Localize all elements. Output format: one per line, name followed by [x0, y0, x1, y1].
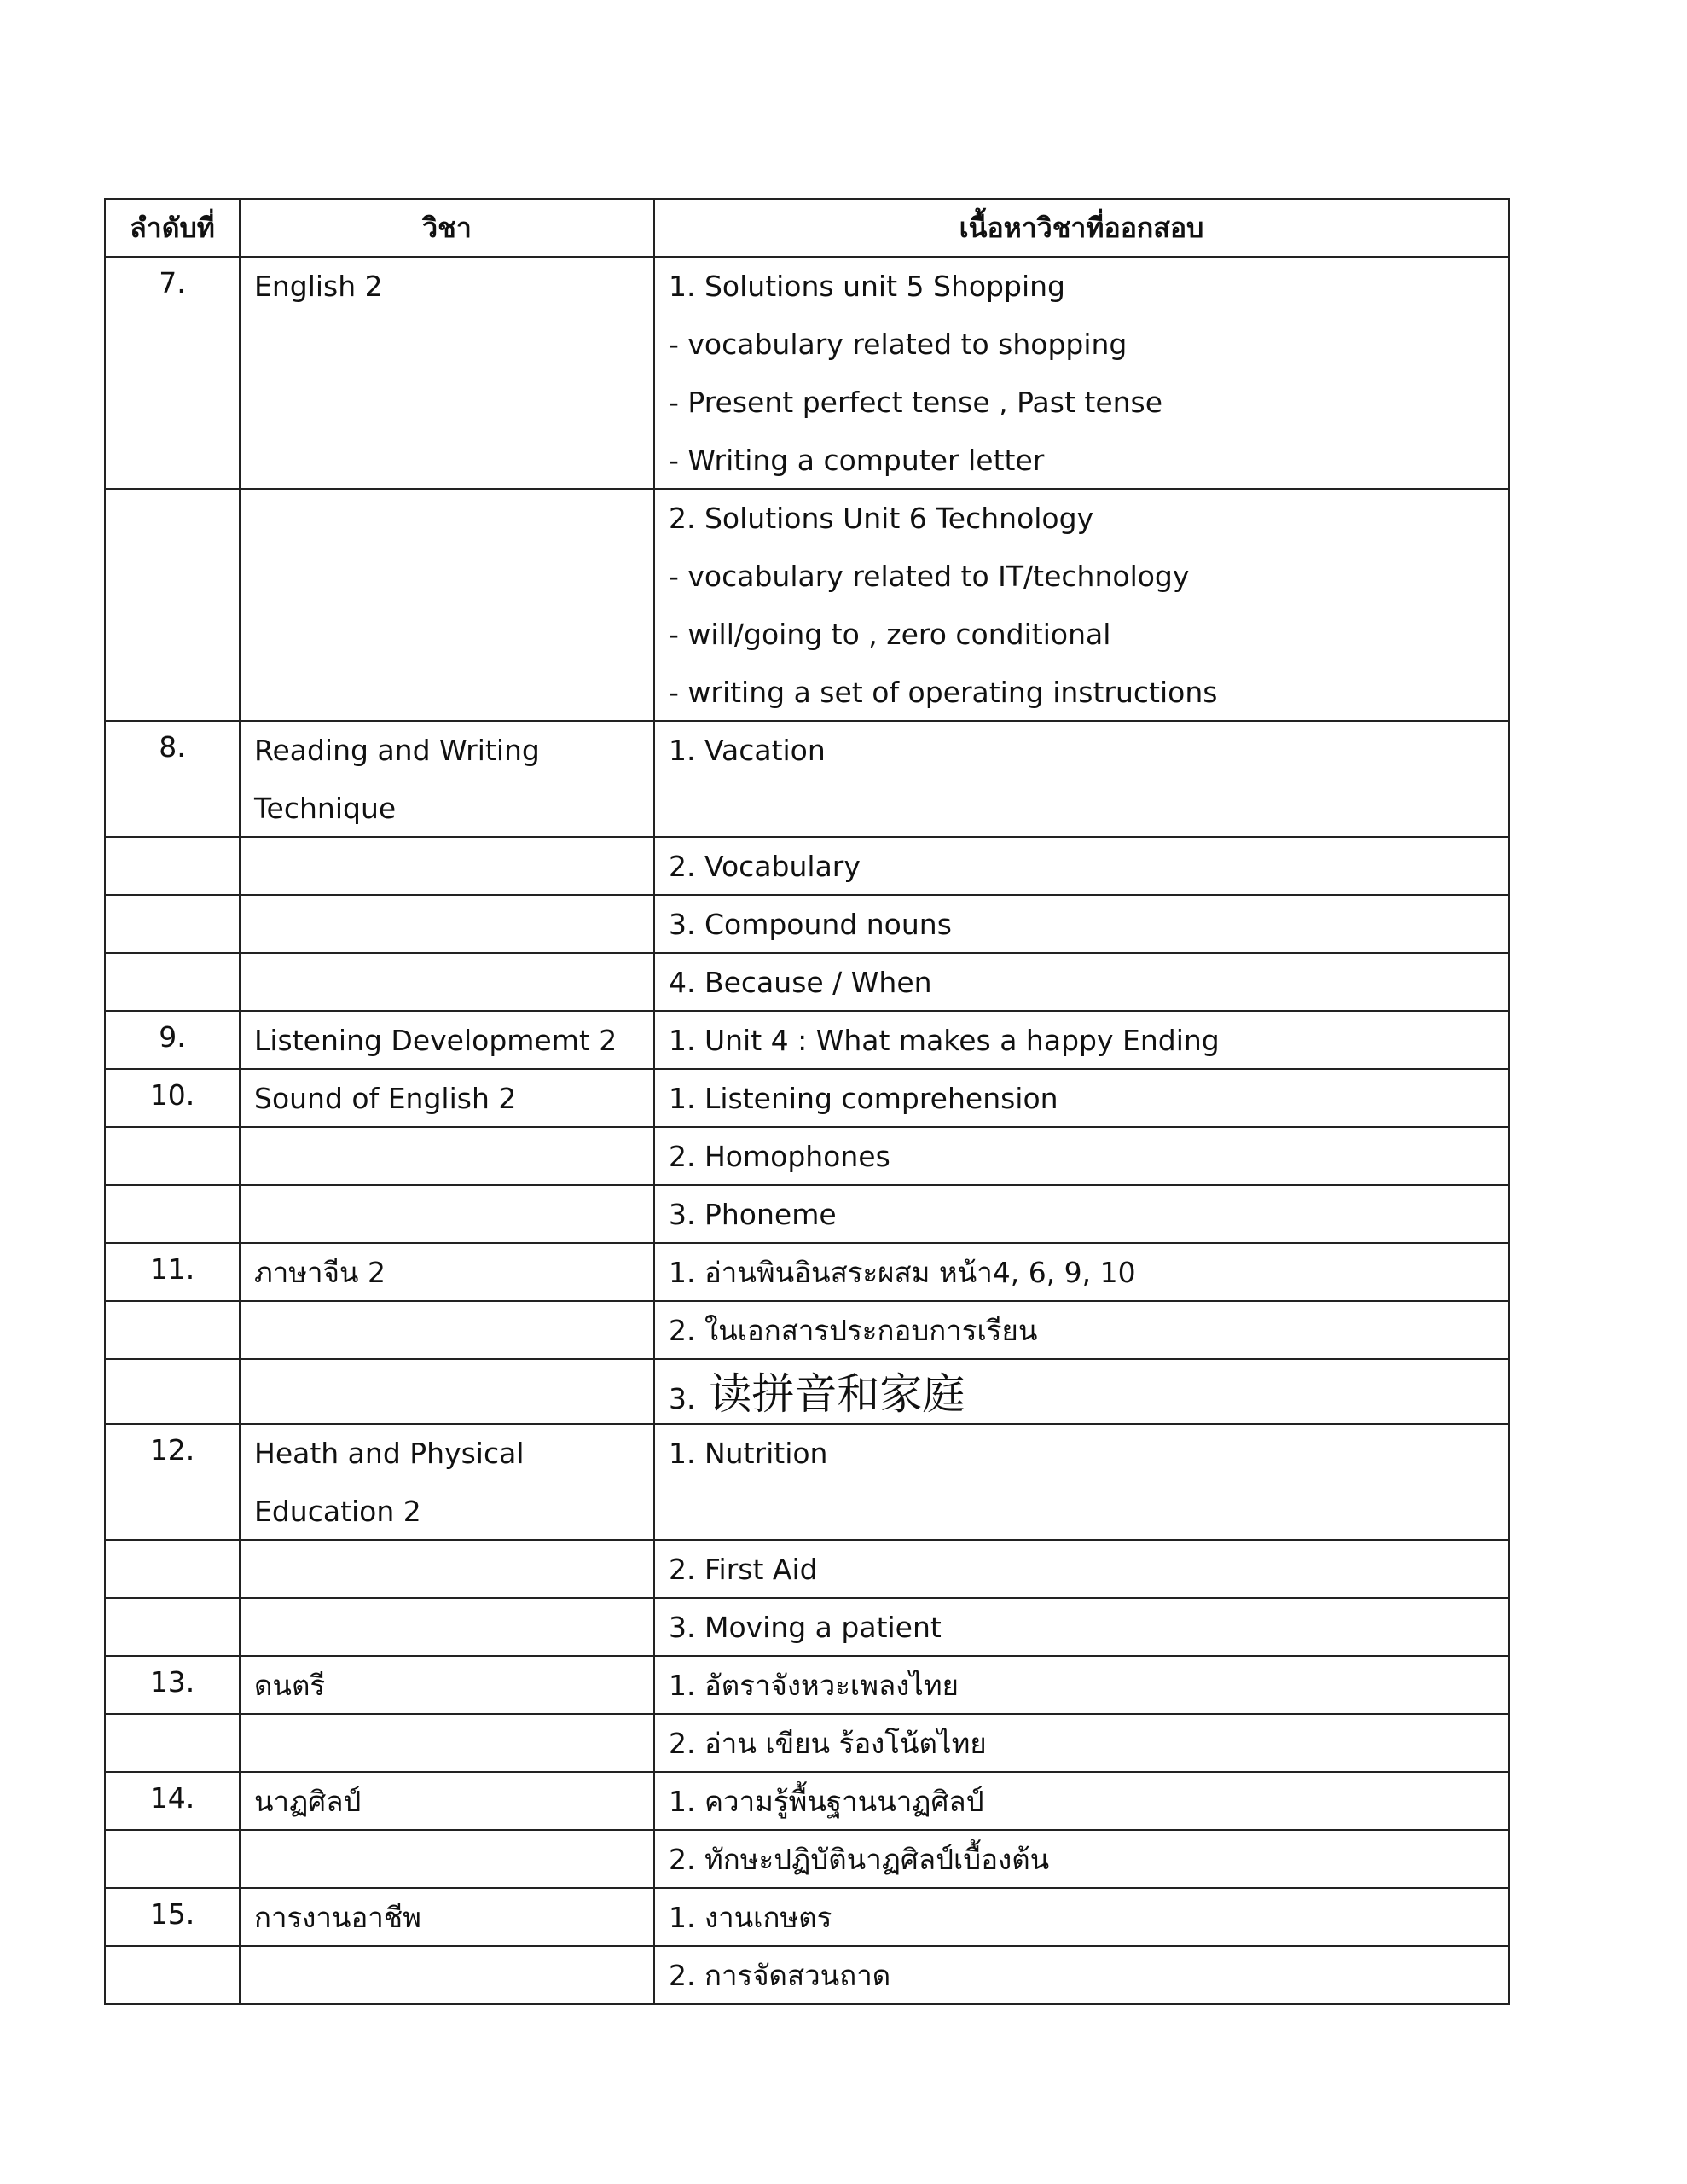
- topic-line: 1. Unit 4 : What makes a happy Ending: [669, 1024, 1220, 1057]
- subject-cell: [240, 1011, 654, 1069]
- topic-line: 1. Solutions unit 5 Shopping: [669, 270, 1065, 303]
- topic-line: 3. Compound nouns: [669, 908, 952, 941]
- subject-cell: [240, 721, 654, 837]
- table-row: [105, 895, 1509, 953]
- subject-line: Education 2: [254, 1495, 421, 1528]
- topic-line: 2. Vocabulary: [669, 850, 861, 883]
- subject-line: Sound of English 2: [254, 1082, 517, 1115]
- subject-line: การงานอาชีพ: [254, 1901, 421, 1934]
- subject-line: English 2: [254, 270, 383, 303]
- row-number: [105, 895, 240, 953]
- row-number: 12.: [105, 1424, 240, 1540]
- table-row: [105, 1888, 1509, 1946]
- topic-cell: [654, 1540, 1509, 1598]
- row-number: [105, 1540, 240, 1598]
- table-row: [105, 1598, 1509, 1656]
- topic-line: 2. การจัดสวนถาด: [669, 1959, 891, 1992]
- subject-cell: [240, 1772, 654, 1830]
- topic-cell: [654, 1243, 1509, 1301]
- table-row: [105, 1946, 1509, 2004]
- subject-cell: [240, 1243, 654, 1301]
- row-number: [105, 1301, 240, 1359]
- topic-line: [669, 1491, 1508, 1539]
- topic-number: 3.: [669, 1382, 696, 1415]
- table-row: [105, 1301, 1509, 1359]
- topic-cell: [654, 1830, 1509, 1888]
- topic-cell: [654, 953, 1509, 1011]
- topic-cell: [654, 1127, 1509, 1185]
- subject-cell: [240, 1830, 654, 1888]
- table-row: [105, 1069, 1509, 1127]
- header-content: เนื้อหาวิชาที่ออกสอบ: [654, 199, 1509, 257]
- topic-line: 2. ในเอกสารประกอบการเรียน: [669, 1314, 1038, 1347]
- topic-cell: [654, 1069, 1509, 1127]
- table-row: [105, 1772, 1509, 1830]
- table-row: [105, 953, 1509, 1011]
- topic-cell: [654, 837, 1509, 895]
- row-number: 8.: [105, 721, 240, 837]
- topic-line: - Writing a computer letter: [669, 444, 1045, 477]
- header-order: ลำดับที่: [105, 199, 240, 257]
- subject-cell: [240, 1127, 654, 1185]
- topic-cell: [654, 1011, 1509, 1069]
- subject-cell: [240, 1656, 654, 1714]
- row-number: 15.: [105, 1888, 240, 1946]
- table-row: [105, 1830, 1509, 1888]
- table-body: [105, 257, 1509, 2004]
- topic-line: - will/going to , zero conditional: [669, 618, 1111, 651]
- row-number: 10.: [105, 1069, 240, 1127]
- subject-cell: [240, 1424, 654, 1540]
- row-number: 7.: [105, 257, 240, 489]
- subject-cell: [240, 1714, 654, 1772]
- table-row: [105, 257, 1509, 489]
- subject-cell: [240, 895, 654, 953]
- row-number: [105, 489, 240, 721]
- topic-line: - writing a set of operating instructions: [669, 676, 1218, 709]
- subject-line: ภาษาจีน 2: [254, 1256, 386, 1289]
- subject-line: Reading and Writing: [254, 734, 540, 767]
- topic-cell: [654, 489, 1509, 721]
- table-row: [105, 1185, 1509, 1243]
- table-row: [105, 1011, 1509, 1069]
- table-header-row: [105, 199, 1509, 257]
- row-number: 11.: [105, 1243, 240, 1301]
- row-number: [105, 1359, 240, 1424]
- table-row: [105, 1359, 1509, 1424]
- table-row: [105, 837, 1509, 895]
- subject-cell: [240, 1598, 654, 1656]
- topic-cell: [654, 1424, 1509, 1540]
- table-row: [105, 1424, 1509, 1540]
- topic-line: 1. Nutrition: [669, 1437, 828, 1470]
- subject-cell: [240, 1946, 654, 2004]
- row-number: [105, 1830, 240, 1888]
- topic-cell: [654, 1359, 1509, 1424]
- subject-cell: [240, 837, 654, 895]
- table-row: [105, 721, 1509, 837]
- topic-cell: [654, 721, 1509, 837]
- table-row: [105, 1127, 1509, 1185]
- row-number: 14.: [105, 1772, 240, 1830]
- topic-line: 3. Moving a patient: [669, 1611, 942, 1644]
- subject-cell: [240, 953, 654, 1011]
- topic-line: 2. Homophones: [669, 1140, 890, 1173]
- topic-line: 1. อัตราจังหวะเพลงไทย: [669, 1669, 959, 1702]
- table-row: [105, 1656, 1509, 1714]
- topic-cell: [654, 1185, 1509, 1243]
- topic-cell: [654, 1772, 1509, 1830]
- topic-line: 1. Vacation: [669, 734, 826, 767]
- topic-line: 1. ความรู้พื้นฐานนาฏศิลป์: [669, 1785, 984, 1818]
- chinese-topic-text: 读拼音和家庭: [709, 1369, 965, 1419]
- table-row: [105, 1714, 1509, 1772]
- topic-cell: [654, 1714, 1509, 1772]
- topic-cell: [654, 1888, 1509, 1946]
- topic-cell: [654, 1301, 1509, 1359]
- subject-line: Listening Developmemt 2: [254, 1024, 617, 1057]
- row-number: [105, 1127, 240, 1185]
- subject-cell: [240, 1301, 654, 1359]
- row-number: 13.: [105, 1656, 240, 1714]
- topic-line: 2. First Aid: [669, 1553, 818, 1586]
- subject-cell: [240, 1069, 654, 1127]
- row-number: [105, 1185, 240, 1243]
- subject-line: ดนตรี: [254, 1669, 326, 1702]
- topic-line: 2. Solutions Unit 6 Technology: [669, 502, 1094, 535]
- topic-line: 4. Because / When: [669, 966, 932, 999]
- row-number: [105, 953, 240, 1011]
- row-number: [105, 837, 240, 895]
- row-number: [105, 1946, 240, 2004]
- table-row: [105, 489, 1509, 721]
- topic-line: 2. ทักษะปฏิบัตินาฏศิลป์เบื้องต้น: [669, 1843, 1050, 1876]
- topic-line: [669, 1368, 1508, 1423]
- row-number: [105, 1714, 240, 1772]
- subject-line: นาฏศิลป์: [254, 1785, 362, 1818]
- topic-cell: [654, 895, 1509, 953]
- subject-cell: [240, 489, 654, 721]
- topic-line: 1. อ่านพินอินสระผสม หน้า4, 6, 9, 10: [669, 1256, 1136, 1289]
- topic-cell: [654, 1598, 1509, 1656]
- header-subject: วิชา: [240, 199, 654, 257]
- subject-cell: [240, 1185, 654, 1243]
- row-number: 9.: [105, 1011, 240, 1069]
- subject-line: Heath and Physical: [254, 1437, 525, 1470]
- topic-line: [669, 788, 1508, 836]
- subject-cell: [240, 1359, 654, 1424]
- exam-topics-table: [104, 198, 1510, 2005]
- subject-cell: [240, 257, 654, 489]
- topic-line: 1. งานเกษตร: [669, 1901, 832, 1934]
- table-row: [105, 1540, 1509, 1598]
- subject-cell: [240, 1540, 654, 1598]
- topic-line: 2. อ่าน เขียน ร้องโน้ตไทย: [669, 1727, 987, 1760]
- row-number: [105, 1598, 240, 1656]
- topic-line: - Present perfect tense , Past tense: [669, 386, 1163, 419]
- topic-line: - vocabulary related to shopping: [669, 328, 1128, 361]
- topic-cell: [654, 257, 1509, 489]
- subject-cell: [240, 1888, 654, 1946]
- topic-line: 3. Phoneme: [669, 1198, 837, 1231]
- topic-cell: [654, 1946, 1509, 2004]
- table-row: [105, 1243, 1509, 1301]
- subject-line: Technique: [254, 792, 397, 825]
- topic-line: 1. Listening comprehension: [669, 1082, 1058, 1115]
- topic-line: - vocabulary related to IT/technology: [669, 560, 1190, 593]
- topic-cell: [654, 1656, 1509, 1714]
